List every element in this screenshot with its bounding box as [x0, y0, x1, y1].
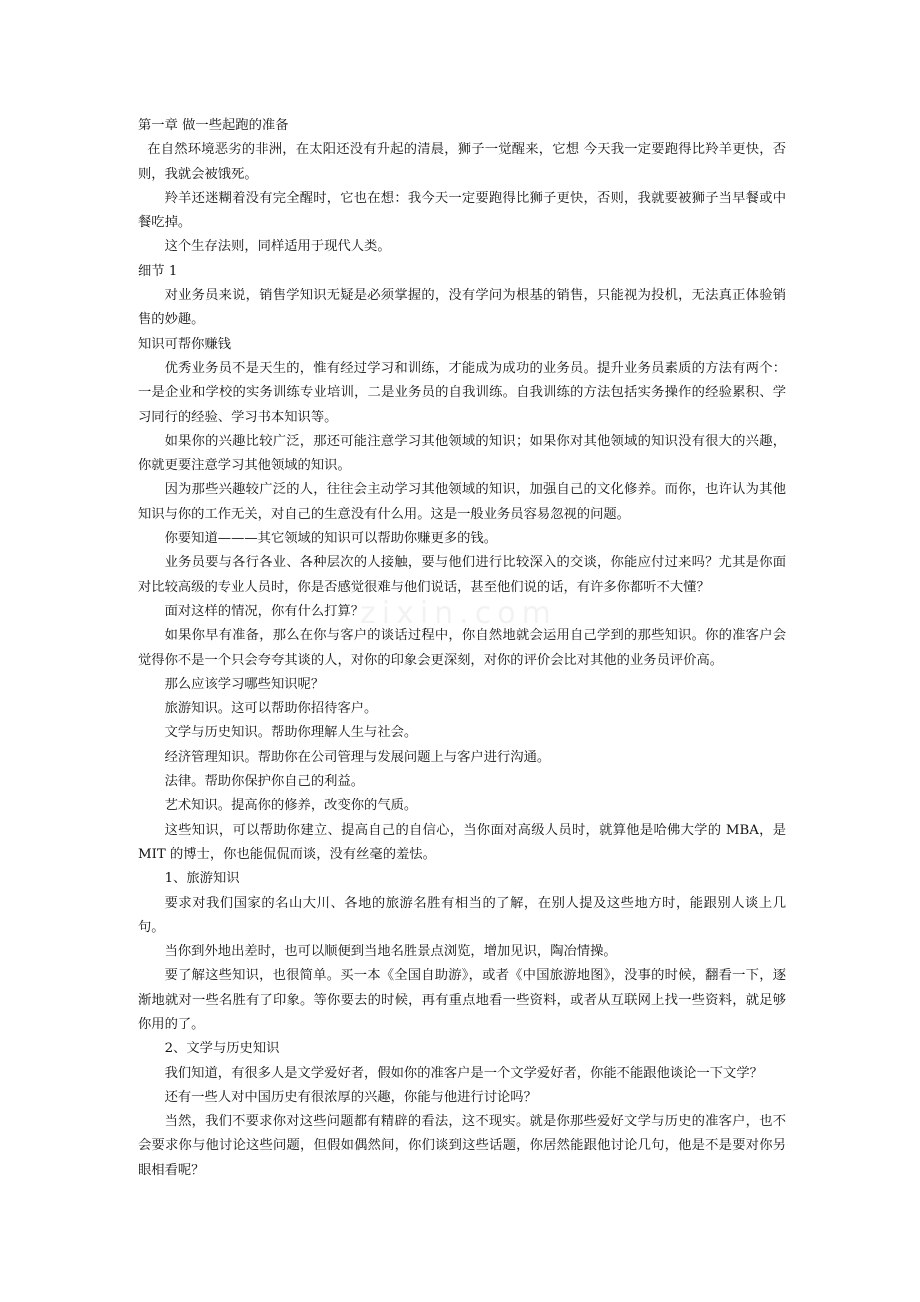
- paragraph: 面对这样的情况，你有什么打算？: [164, 603, 365, 619]
- paragraph: 1、旅游知识: [164, 871, 240, 887]
- paragraph: 细节 1: [138, 263, 178, 279]
- paragraph: 当你到外地出差时，也可以顺便到当地名胜景点浏览，增加见识，陶冶情操。: [164, 944, 617, 960]
- paragraph: 2、文学与历史知识: [164, 1041, 280, 1057]
- paragraph: 当然，我们不要求你对这些问题都有精辟的看法，这不现实。就是你那些爱好文学与历史的准客户，也不会要求你与他讨论这些问题，但假如偶然间，你们谈到这些话题，你居然能跟他讨论几句，他是不是要对你另眼相看呢？: [138, 1114, 786, 1178]
- paragraph: 艺术知识。提高你的修养，改变你的气质。: [164, 798, 418, 814]
- paragraph: 那么应该学习哪些知识呢？: [164, 676, 325, 692]
- paragraph: 法律。帮助你保护你自己的利益。: [164, 774, 365, 790]
- paragraph: 业务员要与各行各业、各种层次的人接触，要与他们进行比较深入的交谈，你能应付过来吗？尤其是你面对比较高级的专业人员时，你是否感觉很难与他们说话，甚至他们说的话，有许多你都听不大懂？: [138, 555, 786, 595]
- paragraph: 这个生存法则，同样适用于现代人类。: [164, 239, 391, 255]
- paragraph: 还有一些人对中国历史有很浓厚的兴趣，你能与他进行讨论吗？: [164, 1089, 537, 1105]
- paragraph: 文学与历史知识。帮助你理解人生与社会。: [164, 725, 418, 741]
- paragraph: 要了解这些知识，也很简单。买一本《全国自助游》，或者《中国旅游地图》，没事的时候，翻看一下，逐渐地就对一些名胜有了印象。等你要去的时候，再有重点地看一些资料，或者从互联网上找一些资料，就足够你用的了。: [138, 968, 786, 1032]
- paragraph: 这些知识，可以帮助你建立、提高自己的自信心，当你面对高级人员时，就算他是哈佛大学的 MBA，是 MIT 的博士，你也能侃侃而谈，没有丝毫的羞怯。: [138, 822, 786, 862]
- paragraph: 在自然环境恶劣的非洲，在太阳还没有升起的清晨，狮子一觉醒来，它想 今天我一定要跑得比羚羊更快，否则，我就会被饿死。: [138, 142, 786, 182]
- paragraph: 你要知道———其它领域的知识可以帮助你赚更多的钱。: [164, 531, 498, 547]
- paragraph: 我们知道，有很多人是文学爱好者，假如你的准客户是一个文学爱好者，你能不能跟他谈论一下文学？: [164, 1065, 763, 1081]
- paragraph: 要求对我们国家的名山大川、各地的旅游名胜有相当的了解，在别人提及这些地方时，能跟别人谈上几句。: [138, 895, 786, 935]
- paragraph: 对业务员来说，销售学知识无疑是必须掌握的，没有学问为根基的销售，只能视为投机，无法真正体验销售的妙趣。: [138, 288, 786, 328]
- document-body: [138, 114, 786, 1183]
- paragraph: 优秀业务员不是天生的，惟有经过学习和训练，才能成为成功的业务员。提升业务员素质的方法有两个：一是企业和学校的实务训练专业培训，二是业务员的自我训练。自我训练的方法包括实务操作的经验累积、学习同行的经验、学习书本知识等。: [138, 360, 786, 425]
- paragraph: 如果你早有准备，那么在你与客户的谈话过程中，你自然地就会运用自己学到的那些知识。你的准客户会觉得你不是一个只会夸夸其谈的人，对你的印象会更深刻，对你的评价会比对其他的业务员评价高。: [138, 628, 786, 668]
- paragraph: 第一章 做一些起跑的准备: [138, 118, 289, 133]
- paragraph: 羚羊还迷糊着没有完全醒时，它也在想：我今天一定要跑得比狮子更快，否则，我就要被狮子当早餐或中餐吃掉。: [138, 190, 786, 231]
- watermark: zixin.com: [360, 596, 557, 631]
- paragraph: 经济管理知识。帮助你在公司管理与发展问题上与客户进行沟通。: [164, 749, 551, 765]
- paragraph: 因为那些兴趣较广泛的人，往往会主动学习其他领域的知识，加强自己的文化修养。而你，也许认为其他知识与你的工作无关，对自己的生意没有什么用。这是一般业务员容易忽视的问题。: [138, 482, 786, 522]
- paragraph: 如果你的兴趣比较广泛，那还可能注意学习其他领域的知识；如果你对其他领域的知识没有很大的兴趣，你就更要注意学习其他领域的知识。: [138, 433, 786, 474]
- paragraph: 知识可帮你赚钱: [138, 336, 232, 352]
- paragraph: 旅游知识。这可以帮助你招待客户。: [164, 701, 378, 717]
